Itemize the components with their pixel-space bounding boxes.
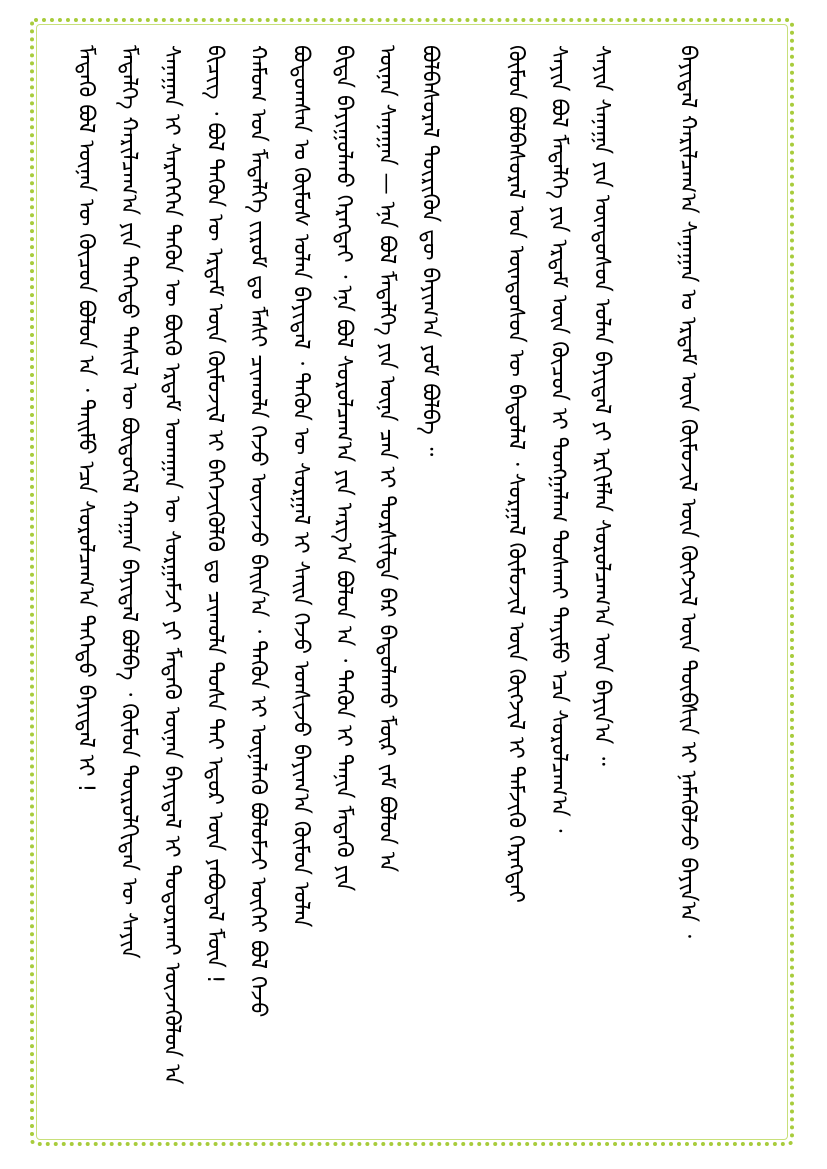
text-column-6: ᠪᠣᠳᠣᠭᠰᠠᠨ ᠤ ᠬᠦᠮᠦᠰ ᠤᠯᠠᠨ ᠪᠠᠶᠢᠳᠠᠯ ᠂ ᠲᠡᠭᠦᠨ ᠦ ᠰᠤᠷᠭᠠᠯ ᠢ ᠰᠠᠢᠨ ᠭᠡᠵᠦ ᠤᠨᠰᠢᠵᠤ ᠪᠠᠶᠢᠭ᠎ᠠ ᠬᠦᠮᠦᠨ ᠤᠯᠠᠨ (288, 45, 313, 928)
text-column-11: ᠰᠠᠶᠢᠨ ᠪᠣᠯ ᠮᠡᠳᠡᠯᠭᠡ ᠶᠢᠨ ᠡᠷᠳᠡᠮ ᠦᠨ ᠬᠦᠴᠦᠨ ᠢ ᠲᠤᠩᠭᠠᠯᠠᠭ ᠲᠤᠰᠬᠠᠢ ᠲᠡᠶᠢᠮᠦ ᠡᠴᠡ ᠰᠤᠷᠤᠯᠴᠠᠭ᠎ᠠ ᠂ (546, 45, 571, 833)
text-column-7: ᠪᠢᠳᠡ ᠪᠠᠶᠢᠭᠤᠯᠬᠤ ᠬᠡᠷᠡᠭᠲᠡᠢ ᠂ ᠡᠨᠡ ᠪᠣᠯ ᠰᠤᠷᠤᠯᠴᠠᠭ᠎ᠠ ᠶᠢᠨ ᠠᠷᠭ᠎ᠠ ᠪᠣᠯᠤᠨ ᠠ ᠂ ᠲᠡᠭᠦᠨ ᠢ ᠲᠠᠨᠢᠨ ᠮᠡᠳᠡᠬᠦ ᠶᠢᠨ (331, 45, 356, 892)
document-body (70, 45, 710, 1120)
text-column-3: ᠰᠠᠨᠠᠭᠠᠨ ᠢ ᠰᠡᠷᠡᠭᠡᠭᠡᠨ ᠲᠡᠭᠦᠨ ᠦ ᠪᠦᠬᠦ ᠡᠷᠳᠡᠮ ᠤᠬᠠᠭᠠᠨ ᠦ ᠰᠤᠷᠭᠠᠮᠵᠢ ᠶᠢ ᠮᠡᠳᠡᠬᠦ ᠦᠨᠡᠨ ᠪᠠᠶᠢᠳᠠᠯ ᠢ ᠲᠣᠳᠤᠷᠬᠠᠢ ᠦᠵᠡᠭᠦᠯᠦᠨ ᠠ (159, 45, 184, 1085)
text-column-13: ᠪᠠᠶᠢᠳᠠᠯ ᠬᠠᠷᠢᠯᠴᠠᠭ᠎ᠠ ᠰᠠᠨᠠᠭᠠᠨ ᠤ ᠡᠷᠳᠡᠮ ᠦᠨ ᠬᠦᠮᠦᠵᠢᠯ ᠦᠨ ᠬᠥᠭᠵᠢᠯ ᠦᠨ ᠲᠦᠪᠰᠢᠨ ᠢ ᠨᠡᠮᠡᠭᠦᠯᠵᠦ ᠪᠠᠶᠢᠨ᠎ᠠ ᠂ (675, 45, 700, 938)
text-column-10: ᠬᠦᠮᠦᠨ ᠪᠣᠯᠪᠠᠰᠤᠷᠠᠯ ᠤᠨ ᠦᠨᠳᠦᠰᠦᠨ ᠦ ᠪᠠᠳᠤᠯᠠᠯ ᠂ ᠰᠤᠷᠭᠠᠯ ᠬᠦᠮᠦᠵᠢᠯ ᠦᠨ ᠬᠥᠭᠵᠢᠯ ᠢ ᠳᠡᠮᠵᠢᠬᠦ ᠬᠡᠷᠡᠭᠲᠡᠢ (503, 45, 528, 903)
text-column-8: ᠦᠨᠡᠨ ᠰᠠᠨᠠᠭᠠᠨ — ᠡᠨᠡ ᠪᠣᠯ ᠮᠡᠳᠡᠯᠭᠡ ᠶᠢᠨ ᠦᠨᠡ ᠴᠡᠨ ᠢ ᠲᠤᠷᠰᠢᠯᠲᠠ ᠪᠡᠷ ᠪᠠᠳᠤᠯᠠᠬᠤ ᠮᠦᠷ ᠵᠠᠮ ᠪᠣᠯᠣᠨ ᠠ (374, 45, 399, 873)
text-column-4: ᠪᠢᠴᠢᠭ ᠂ ᠪᠣᠯ ᠲᠡᠭᠦᠨ ᠦ ᠡᠷᠳᠡᠮ ᠦᠨ ᠬᠦᠮᠦᠵᠢᠯ ᠢ ᠪᠡᠬᠡᠵᠢᠭᠦᠯᠬᠦ ᠳᠤ ᠴᠢᠬᠤᠯᠠ ᠲᠤᠰᠠ ᠲᠠᠢ ᠡᠳᠦᠷ ᠦᠨ ᠶᠠᠪᠤᠳᠠᠯ ᠮᠥᠨ ! (202, 45, 227, 984)
text-column-5: ᠬᠠᠮᠤᠭ ᠤᠨ ᠮᠡᠳᠡᠯᠭᠡ ᠵᠢᠷᠤᠮ ᠳᠤ ᠮᠠᠰᠢ ᠴᠢᠬᠤᠯᠠ ᠭᠡᠵᠦ ᠦᠵᠡᠵᠦ ᠪᠠᠢᠨ᠎ᠠ ᠂ ᠲᠡᠭᠦᠨ ᠢ ᠦᠨᠡᠯᠡᠬᠦ ᠪᠣᠯᠤᠮᠵᠢ ᠦᠭᠡᠢ ᠪᠣᠯ ᠭᠡᠵᠦ (245, 45, 270, 1018)
text-column-2: ᠮᠡᠳᠡᠯᠭᠡ ᠬᠠᠷᠢᠯᠴᠠᠭ᠎ᠠ ᠶᠢᠨ ᠳᠡᠭᠡᠳᠦ ᠲᠡᠰᠢᠯ ᠦ ᠪᠦᠲᠦᠭᠡᠯ ᠬᠠᠭᠠᠨ ᠪᠠᠶᠢᠳᠠᠯ ᠪᠣᠯᠪᠠ ᠂ ᠬᠦᠮᠦᠨ ᠲᠥᠷᠥᠯᠬᠢᠲᠡᠨ ᠦ ᠰᠠᠶᠢᠨ (116, 45, 141, 959)
vertical-text-columns (70, 45, 710, 1120)
text-column-1: ᠮᠡᠳᠡᠬᠦ ᠪᠣᠯ ᠦᠨᠡᠨ ᠦ ᠬᠦᠴᠦᠨ ᠪᠣᠯᠣᠨ ᠠ ᠂ ᠲᠡᠢᠮᠦ ᠡᠴᠡ ᠰᠤᠷᠤᠯᠴᠠᠭ᠎ᠠ ᠳᠡᠭᠡᠳᠦ ᠪᠠᠶᠢᠳᠠᠯ ᠢ ! (73, 45, 98, 793)
text-column-9: ᠪᠣᠯᠪᠠᠰᠤᠷᠠᠯ ᠲᠦᠷᠢᠭᠦᠨ ᠳᠦ ᠪᠠᠶᠢᠭ᠎ᠠ ᠶᠤᠮ ᠪᠣᠯᠪᠠ ᠃ (417, 45, 442, 457)
text-column-12: ᠰᠠᠶᠢᠨ ᠰᠠᠨᠠᠭᠠ ᠶᠢᠨ ᠦᠨᠳᠦᠰᠦᠨ ᠤᠯᠠᠨ ᠪᠠᠶᠢᠳᠠᠯ ᠶᠢ ᠡᠷᠬᠢᠮᠯᠡᠨ ᠰᠤᠷᠤᠯᠴᠠᠭ᠎ᠠ ᠦᠨ ᠪᠠᠶᠢᠨ᠎ᠠ ᠃ (589, 45, 614, 766)
